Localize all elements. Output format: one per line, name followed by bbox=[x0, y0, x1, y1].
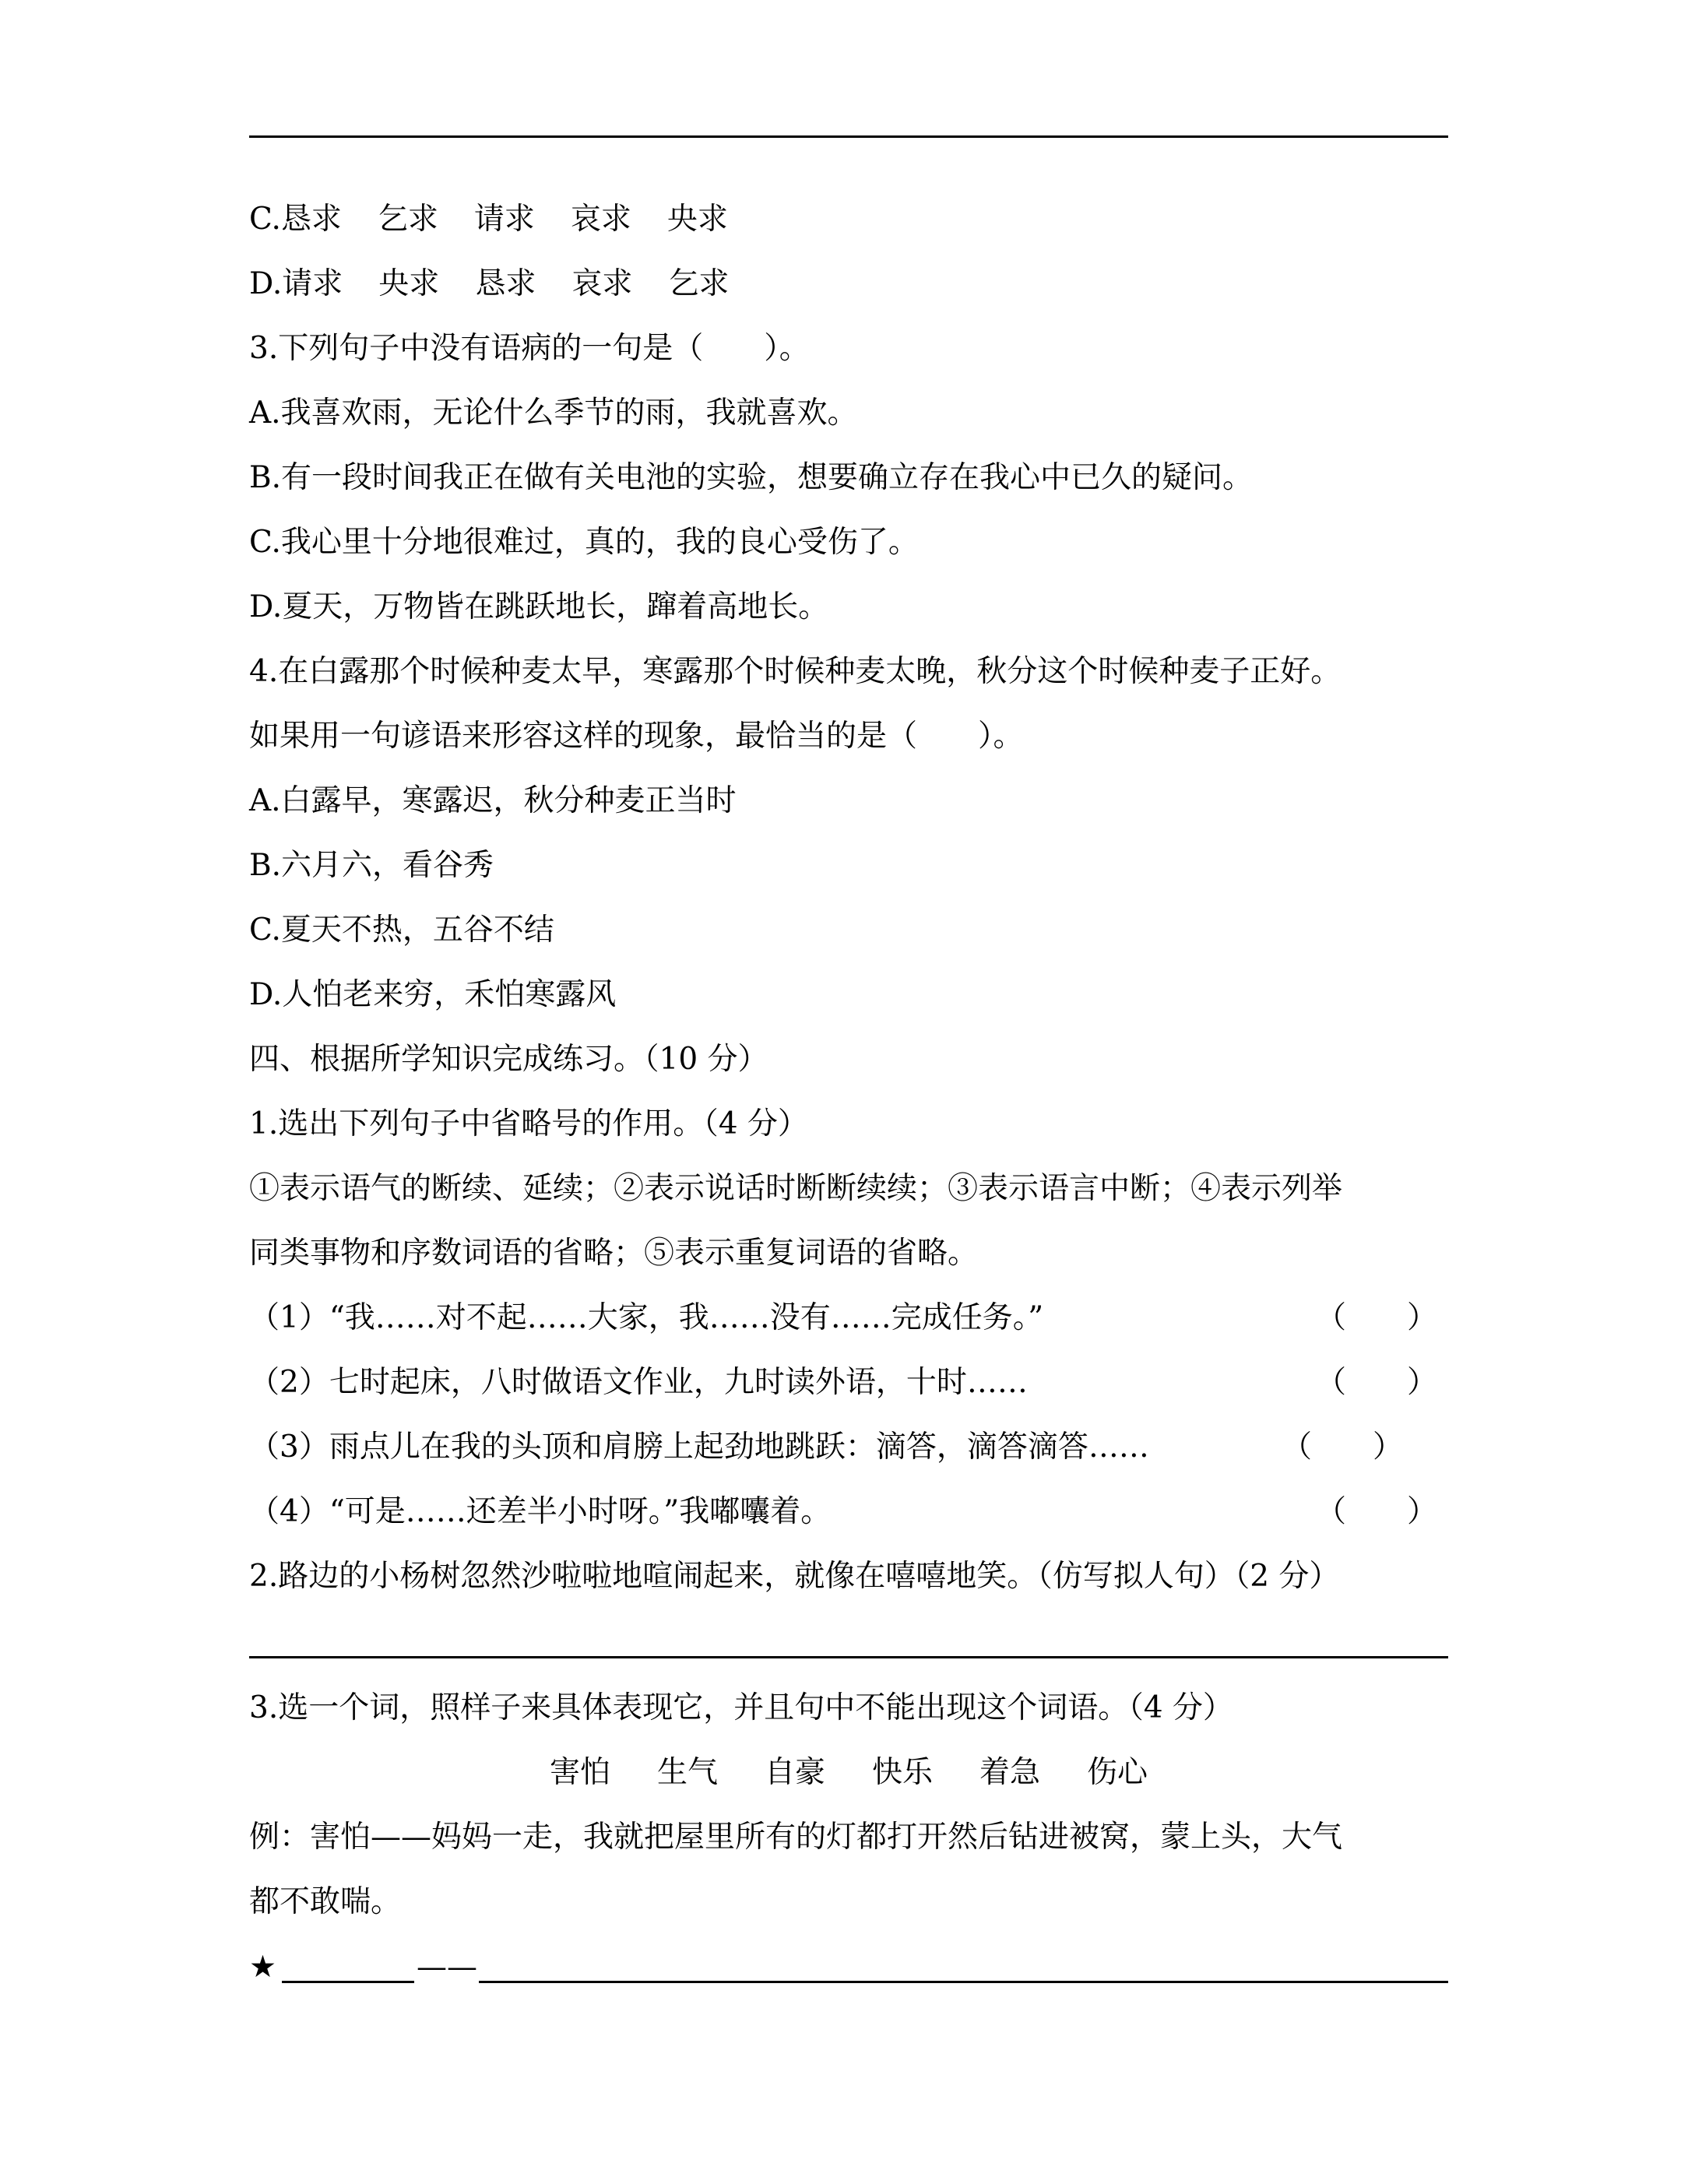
s4-q1-item-4 bbox=[249, 1489, 1448, 1535]
s4-q2-stem: 2.路边的小杨树忽然沙啦啦地喧闹起来，就像在嘻嘻地笑。（仿写拟人句）（2 分） bbox=[249, 1559, 1340, 1594]
q4-option-d: D.人怕老来穷，禾怕寒露风 bbox=[249, 977, 617, 1012]
answer-blank[interactable]: （ ） bbox=[1316, 1365, 1438, 1400]
word-option: 快乐 bbox=[872, 1755, 934, 1790]
q4-option-c: C.夏天不热，五谷不结 bbox=[249, 913, 554, 948]
option-word: 恳求 bbox=[280, 202, 342, 237]
word-option: 害怕 bbox=[549, 1755, 610, 1790]
s4-q1-item-1 bbox=[249, 1295, 1448, 1342]
s4-q2-answer-line[interactable] bbox=[249, 1656, 1448, 1658]
option-word: 央求 bbox=[666, 202, 728, 237]
q3-option-a: A.我喜欢雨，无论什么季节的雨，我就喜欢。 bbox=[249, 396, 858, 431]
s4-q1-legend-line2: 同类事物和序数词语的省略；⑤表示重复词语的省略。 bbox=[249, 1236, 979, 1271]
s4-q3-example-line1: 例：害怕——妈妈一走，我就把屋里所有的灯都打开然后钻进被窝，蒙上头，大气 bbox=[249, 1820, 1343, 1855]
q4-option-a: A.白露早，寒露迟，秋分种麦正当时 bbox=[249, 783, 737, 818]
q3-option-c: C.我心里十分地很难过，真的，我的良心受伤了。 bbox=[249, 525, 919, 560]
option-word: 恳求 bbox=[475, 266, 536, 301]
dash: —— bbox=[417, 1950, 477, 1985]
s4-q1-stem: 1.选出下列句子中省略号的作用。（4 分） bbox=[249, 1106, 808, 1141]
item-text: （2）七时起床，八时做语文作业，九时读外语，十时…… bbox=[249, 1365, 1028, 1400]
sentence-blank[interactable] bbox=[479, 1981, 1448, 1983]
q4-stem-line2: 如果用一句谚语来形容这样的现象，最恰当的是（ ）。 bbox=[249, 719, 1024, 754]
star-icon: ★ bbox=[249, 1950, 276, 1985]
option-word: 乞求 bbox=[377, 202, 438, 237]
s4-q3-stem: 3.选一个词，照样子来具体表现它，并且句中不能出现这个词语。（4 分） bbox=[249, 1690, 1233, 1725]
option-d-row bbox=[249, 261, 1448, 308]
q3-stem: 3.下列句子中没有语病的一句是（ ）。 bbox=[249, 331, 810, 366]
word-blank[interactable] bbox=[282, 1981, 414, 1983]
answer-blank[interactable]: （ ） bbox=[1282, 1430, 1404, 1465]
item-text: （3）雨点儿在我的头顶和肩膀上起劲地跳跃：滴答，滴答滴答…… bbox=[249, 1430, 1149, 1465]
option-word: 央求 bbox=[378, 266, 440, 301]
s4-q1-item-3 bbox=[249, 1424, 1448, 1471]
option-word: 哀求 bbox=[570, 202, 631, 237]
word-option: 着急 bbox=[979, 1755, 1041, 1790]
s4-q1-item-2 bbox=[249, 1359, 1448, 1406]
item-text: （4）“可是……还差半小时呀。”我嘟囔着。 bbox=[249, 1494, 832, 1529]
s4-q3-answer-row bbox=[249, 1944, 1448, 1991]
option-letter: D. bbox=[249, 266, 283, 301]
option-letter: C. bbox=[249, 202, 281, 237]
option-word: 请求 bbox=[473, 202, 535, 237]
option-c-row bbox=[249, 196, 1448, 243]
header-rule bbox=[249, 135, 1448, 138]
option-word: 哀求 bbox=[571, 266, 633, 301]
word-option: 自豪 bbox=[764, 1755, 825, 1790]
answer-blank[interactable]: （ ） bbox=[1316, 1494, 1438, 1529]
s4-q3-word-bank bbox=[249, 1750, 1448, 1796]
word-option: 生气 bbox=[656, 1755, 718, 1790]
section4-title: 四、根据所学知识完成练习。（10 分） bbox=[249, 1042, 768, 1077]
word-option: 伤心 bbox=[1087, 1755, 1148, 1790]
q3-option-d: D.夏天，万物皆在跳跃地长，蹿着高地长。 bbox=[249, 589, 829, 624]
answer-blank[interactable]: （ ） bbox=[1316, 1300, 1438, 1335]
q3-option-b: B.有一段时间我正在做有关电池的实验，想要确立存在我心中已久的疑问。 bbox=[249, 460, 1254, 495]
q4-stem-line1: 4.在白露那个时候种麦太早，寒露那个时候种麦太晚，秋分这个时候种麦子正好。 bbox=[249, 654, 1342, 689]
option-word: 乞求 bbox=[668, 266, 730, 301]
s4-q1-legend-line1: ①表示语气的断续、延续；②表示说话时断断续续；③表示语言中断；④表示列举 bbox=[249, 1171, 1343, 1206]
q4-option-b: B.六月六，看谷秀 bbox=[249, 848, 494, 883]
s4-q3-example-line2: 都不敢喘。 bbox=[249, 1884, 402, 1919]
item-text: （1）“我……对不起……大家，我……没有……完成任务。” bbox=[249, 1300, 1044, 1335]
option-word: 请求 bbox=[282, 266, 343, 301]
